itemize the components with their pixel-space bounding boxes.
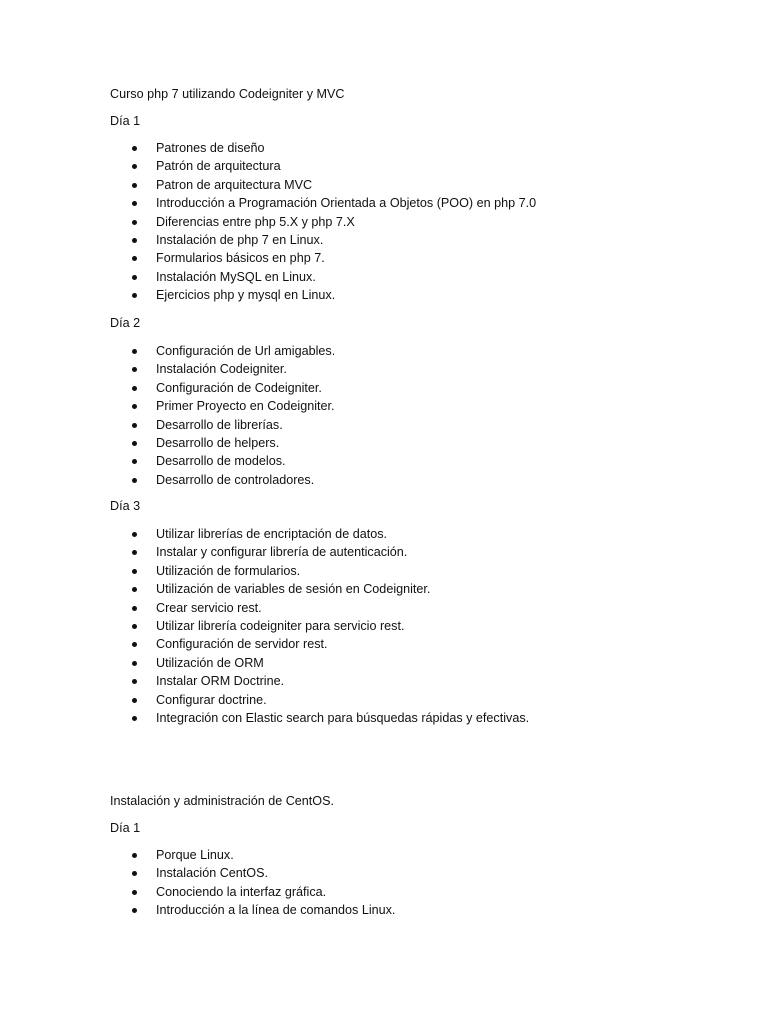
list-item-text: Introducción a la línea de comandos Linux. bbox=[156, 903, 396, 918]
list-item bbox=[110, 709, 529, 727]
bullet-icon bbox=[132, 386, 137, 391]
list-item-text: Instalación de php 7 en Linux. bbox=[156, 232, 324, 247]
bullet-icon bbox=[132, 478, 137, 483]
bullet-icon bbox=[132, 367, 137, 372]
bullet-icon bbox=[132, 349, 137, 354]
list-item-text: Desarrollo de helpers. bbox=[156, 435, 280, 450]
bullet-icon bbox=[132, 661, 137, 666]
list-item-text: Configuración de Codeigniter. bbox=[156, 380, 322, 395]
list-item-text: Integración con Elastic search para búsquedas rápidas y efectivas. bbox=[156, 710, 530, 725]
list-item-text: Patron de arquitectura MVC bbox=[156, 177, 313, 192]
list-item bbox=[110, 213, 536, 231]
list-item bbox=[110, 360, 335, 378]
course-title: Instalación y administración de CentOS. bbox=[110, 794, 335, 808]
list-item bbox=[110, 691, 529, 709]
bullet-icon bbox=[132, 642, 137, 647]
list-item-text: Formularios básicos en php 7. bbox=[156, 251, 325, 266]
list-item-text: Configurar doctrine. bbox=[156, 692, 267, 707]
list-item bbox=[110, 231, 536, 249]
list-item bbox=[110, 286, 536, 304]
bullet-icon bbox=[132, 404, 137, 409]
bullet-icon bbox=[132, 587, 137, 592]
list-item-text: Utilización de formularios. bbox=[156, 563, 301, 578]
list-item bbox=[110, 434, 335, 452]
list-item bbox=[110, 846, 395, 864]
list-item bbox=[110, 562, 529, 580]
list-item bbox=[110, 194, 536, 212]
list-item bbox=[110, 883, 395, 901]
list-item-text: Porque Linux. bbox=[156, 848, 234, 862]
bullet-icon bbox=[132, 550, 137, 555]
day-heading: Día 2 bbox=[110, 316, 141, 330]
list-item-text: Primer Proyecto en Codeigniter. bbox=[156, 399, 335, 414]
list-item bbox=[110, 672, 529, 690]
list-item-text: Instalación MySQL en Linux. bbox=[156, 269, 316, 284]
bullet-icon bbox=[132, 532, 137, 537]
list-item-text: Patrón de arquitectura bbox=[156, 159, 281, 174]
list-item-text: Configuración de Url amigables. bbox=[156, 344, 336, 358]
list-item-text: Desarrollo de controladores. bbox=[156, 472, 315, 487]
topic-list bbox=[110, 139, 536, 305]
topic-list bbox=[110, 846, 395, 920]
list-item-text: Desarrollo de modelos. bbox=[156, 454, 286, 469]
list-item-text: Utilizar librería codeigniter para servicio rest. bbox=[156, 618, 405, 633]
bullet-icon bbox=[132, 679, 137, 684]
bullet-icon bbox=[132, 624, 137, 629]
bullet-icon bbox=[132, 256, 137, 261]
day-heading: Día 1 bbox=[110, 821, 141, 835]
list-item bbox=[110, 379, 335, 397]
list-item bbox=[110, 249, 536, 267]
bullet-icon bbox=[132, 890, 137, 895]
list-item bbox=[110, 157, 536, 175]
list-item bbox=[110, 176, 536, 194]
list-item bbox=[110, 543, 529, 561]
list-item-text: Conociendo la interfaz gráfica. bbox=[156, 884, 327, 899]
list-item-text: Utilización de ORM bbox=[156, 655, 264, 670]
bullet-icon bbox=[132, 441, 137, 446]
list-item bbox=[110, 139, 536, 157]
bullet-icon bbox=[132, 164, 137, 169]
list-item bbox=[110, 654, 529, 672]
bullet-icon bbox=[132, 569, 137, 574]
topic-list bbox=[110, 525, 529, 727]
list-item-text: Introducción a Programación Orientada a Objetos (POO) en php 7.0 bbox=[156, 196, 537, 211]
bullet-icon bbox=[132, 716, 137, 721]
bullet-icon bbox=[132, 238, 137, 243]
course-title: Curso php 7 utilizando Codeigniter y MVC bbox=[110, 87, 345, 101]
bullet-icon bbox=[132, 146, 137, 151]
list-item-text: Instalación CentOS. bbox=[156, 866, 269, 881]
bullet-icon bbox=[132, 183, 137, 188]
list-item-text: Desarrollo de librerías. bbox=[156, 417, 283, 432]
list-item-text: Configuración de servidor rest. bbox=[156, 637, 328, 652]
bullet-icon bbox=[132, 459, 137, 464]
bullet-icon bbox=[132, 871, 137, 876]
list-item-text: Instalación Codeigniter. bbox=[156, 362, 287, 377]
list-item bbox=[110, 525, 529, 543]
bullet-icon bbox=[132, 423, 137, 428]
day-heading: Día 1 bbox=[110, 114, 141, 128]
bullet-icon bbox=[132, 220, 137, 225]
bullet-icon bbox=[132, 293, 137, 298]
list-item bbox=[110, 416, 335, 434]
list-item bbox=[110, 452, 335, 470]
bullet-icon bbox=[132, 853, 137, 858]
list-item bbox=[110, 599, 529, 617]
list-item-text: Utilizar librerías de encriptación de datos. bbox=[156, 527, 387, 541]
list-item-text: Instalar ORM Doctrine. bbox=[156, 674, 285, 689]
list-item-text: Instalar y configurar librería de autenticación. bbox=[156, 545, 408, 560]
list-item bbox=[110, 342, 335, 360]
list-item-text: Patrones de diseño bbox=[156, 141, 265, 155]
bullet-icon bbox=[132, 698, 137, 703]
topic-list bbox=[110, 342, 335, 489]
list-item bbox=[110, 268, 536, 286]
list-item-text: Crear servicio rest. bbox=[156, 600, 262, 615]
list-item bbox=[110, 617, 529, 635]
bullet-icon bbox=[132, 908, 137, 913]
bullet-icon bbox=[132, 275, 137, 280]
list-item bbox=[110, 901, 395, 919]
list-item-text: Ejercicios php y mysql en Linux. bbox=[156, 288, 336, 303]
list-item bbox=[110, 580, 529, 598]
bullet-icon bbox=[132, 606, 137, 611]
list-item-text: Utilización de variables de sesión en Codeigniter. bbox=[156, 582, 431, 597]
list-item bbox=[110, 635, 529, 653]
list-item bbox=[110, 864, 395, 882]
day-heading: Día 3 bbox=[110, 499, 141, 513]
bullet-icon bbox=[132, 201, 137, 206]
list-item-text: Diferencias entre php 5.X y php 7.X bbox=[156, 214, 355, 229]
list-item bbox=[110, 471, 335, 489]
list-item bbox=[110, 397, 335, 415]
